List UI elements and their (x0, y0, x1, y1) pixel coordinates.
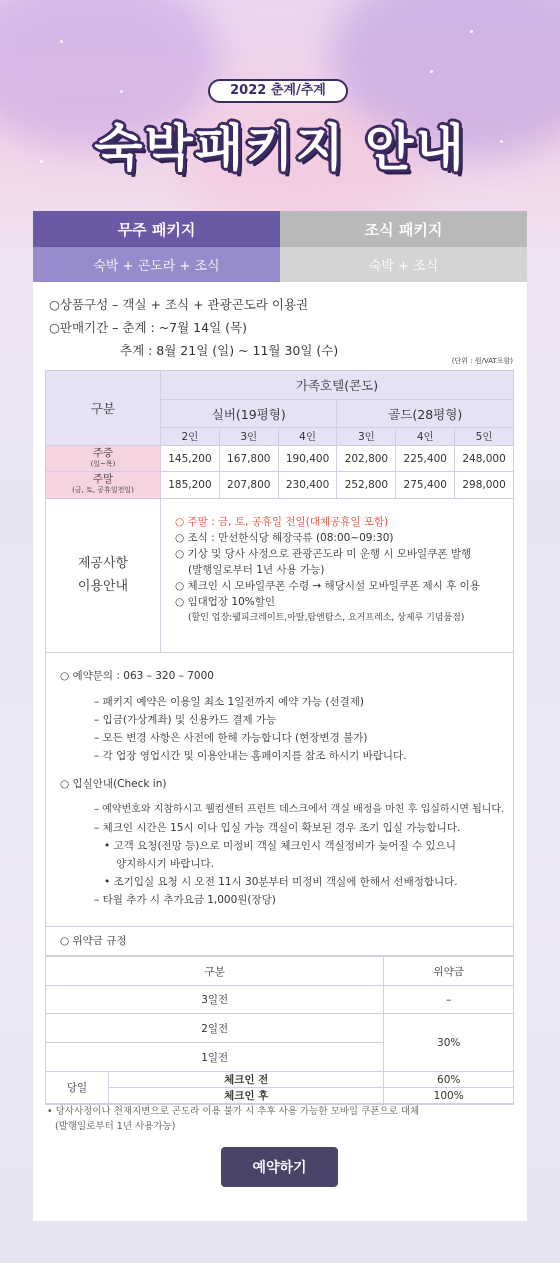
provide-label: 제공사항 이용안내 (46, 498, 161, 652)
hero-banner (0, 0, 560, 215)
penalty-title: ○ 위약금 규정 (46, 927, 513, 956)
people-header: 5인 (455, 428, 514, 446)
penalty-3days-value: – (384, 986, 513, 1014)
table-row (46, 1014, 513, 1043)
price-cell: 167,800 (219, 446, 278, 472)
penalty-1day: 1일전 (46, 1043, 384, 1072)
provide-section (45, 498, 514, 653)
weekday-label: 주중 (일~목) (46, 446, 161, 472)
reservation-phone: ○ 예약문의 : 063 – 320 – 7000 (60, 670, 214, 682)
list-item: – 예약번호와 지참하시고 웰컴센터 프런트 데스크에서 객실 배정을 마친 후 입실하시면 됩니다. (94, 804, 505, 815)
table-row (46, 1088, 513, 1104)
composition-text: ○상품구성 – 객실 + 조식 + 관광곤도라 이용권 (49, 297, 309, 312)
footnote: • 당사사정이나 천재지변으로 곤도라 이용 불가 시 추후 사용 가능한 모바일 쿠폰으로 대체 (발행일로부터 1년 사용가능) (47, 1106, 420, 1132)
checkin-title: ○ 입실안내(Check in) (60, 778, 167, 790)
price-cell: 248,000 (455, 446, 514, 472)
penalty-before-checkin: 체크인 전 (109, 1072, 384, 1088)
penalty-3days: 3일전 (46, 986, 384, 1014)
price-cell: 225,400 (396, 446, 455, 472)
price-cell: 207,800 (219, 472, 278, 499)
provide-list (161, 498, 480, 652)
people-header: 2인 (161, 428, 220, 446)
package-tabs (33, 211, 527, 247)
penalty-col-fee: 위약금 (384, 957, 513, 986)
price-cell: 145,200 (161, 446, 220, 472)
list-item: (할인 업장:웰피크레이트,아딸,탐앤탐스, 요거프레소, 상제루 기념품점) (188, 613, 465, 623)
list-item: ○ 체크인 시 모바일쿠폰 수령 → 해당시설 모바일쿠폰 제시 후 이용 (175, 580, 480, 592)
silver-header: 실버(19평형) (161, 400, 337, 428)
people-header: 4인 (396, 428, 455, 446)
weekend-label: 주말 (금, 토, 공휴일전일) (46, 472, 161, 499)
table-row (46, 986, 513, 1014)
list-item: ○ 조식 : 만선한식당 해장국류 (08:00~09:30) (175, 532, 394, 544)
list-item: • 조기입실 요청 시 오전 11시 30분부터 미정비 객실에 한해서 선배정합니다. (104, 876, 458, 888)
price-corner: 구분 (46, 371, 161, 446)
penalty-same-day: 당일 (46, 1072, 109, 1104)
people-header: 4인 (278, 428, 337, 446)
gold-header: 골드(28평형) (337, 400, 514, 428)
list-item: – 각 업장 영업시간 및 이용안내는 홈페이지를 참조 하시기 바랍니다. (94, 750, 407, 762)
list-item: – 모든 변경 사항은 사전에 한해 가능합니다 (현장변경 불가) (94, 732, 368, 744)
table-row (46, 472, 514, 499)
season-pill: 2022 춘계/추계 (208, 79, 348, 103)
penalty-table (46, 956, 513, 1104)
package-subtabs (33, 247, 527, 282)
list-item: (발행일로부터 1년 사용 가능) (188, 564, 325, 576)
unit-note: (단위 : 원/VAT포함) (451, 357, 513, 365)
penalty-2days: 2일전 (46, 1014, 384, 1043)
hotel-header: 가족호텔(콘도) (161, 371, 514, 400)
table-row (46, 1072, 513, 1088)
reserve-button[interactable]: 예약하기 (221, 1147, 338, 1187)
subtab-breakfast-contents[interactable]: 숙박 + 조식 (280, 247, 527, 282)
package-info (49, 293, 338, 362)
list-item: – 입금(가상계좌) 및 신용카드 결제 가능 (94, 714, 277, 726)
sale-period-text: ○판매기간 – 춘계 : ~7월 14일 (목) (49, 320, 247, 335)
subtab-muju-contents[interactable]: 숙박 + 곤도라 + 조식 (33, 247, 280, 282)
list-item: 양지하시기 바랍니다. (116, 858, 214, 870)
people-header: 3인 (337, 428, 396, 446)
tab-breakfast-package[interactable]: 조식 패키지 (280, 211, 527, 247)
list-item: ○ 임대업장 10%할인 (175, 596, 276, 608)
penalty-before-value: 60% (384, 1072, 513, 1088)
tab-muju-package[interactable]: 무주 패키지 (33, 211, 280, 247)
reservation-section (45, 653, 514, 927)
list-item: – 패키지 예약은 이용일 최소 1일전까지 예약 가능 (선결제) (94, 696, 364, 708)
page-title: 숙박패키지 안내 (94, 119, 466, 177)
price-cell: 230,400 (278, 472, 337, 499)
penalty-section (45, 927, 514, 1105)
people-header: 3인 (219, 428, 278, 446)
list-item: • 고객 요청(전망 등)으로 미정비 객실 체크인시 객실정비가 늦어질 수 있으니 (104, 840, 457, 852)
price-cell: 190,400 (278, 446, 337, 472)
penalty-21days-value: 30% (384, 1014, 513, 1072)
package-card (33, 211, 527, 1221)
price-cell: 252,800 (337, 472, 396, 499)
sale-period-autumn-text: 추계 : 8월 21일 (일) ~ 11월 30일 (수) (120, 343, 339, 358)
list-item: – 체크인 시간은 15시 이나 입실 가능 객실이 확보된 경우 조기 입실 가능합니다. (94, 822, 461, 834)
list-item: ○ 기상 및 당사 사정으로 관광곤도라 미 운행 시 모바일쿠폰 발행 (175, 548, 472, 560)
penalty-col-type: 구분 (46, 957, 384, 986)
list-item: ○ 주말 : 금, 토, 공휴일 전일(대체공휴일 포함) (175, 516, 389, 528)
price-cell: 275,400 (396, 472, 455, 499)
table-row (46, 446, 514, 472)
price-table (45, 370, 514, 499)
penalty-after-checkin: 체크인 후 (109, 1088, 384, 1104)
price-cell: 202,800 (337, 446, 396, 472)
list-item: – 타월 추가 시 추가요금 1,000원(장당) (94, 894, 276, 906)
price-cell: 298,000 (455, 472, 514, 499)
penalty-after-value: 100% (384, 1088, 513, 1104)
price-cell: 185,200 (161, 472, 220, 499)
